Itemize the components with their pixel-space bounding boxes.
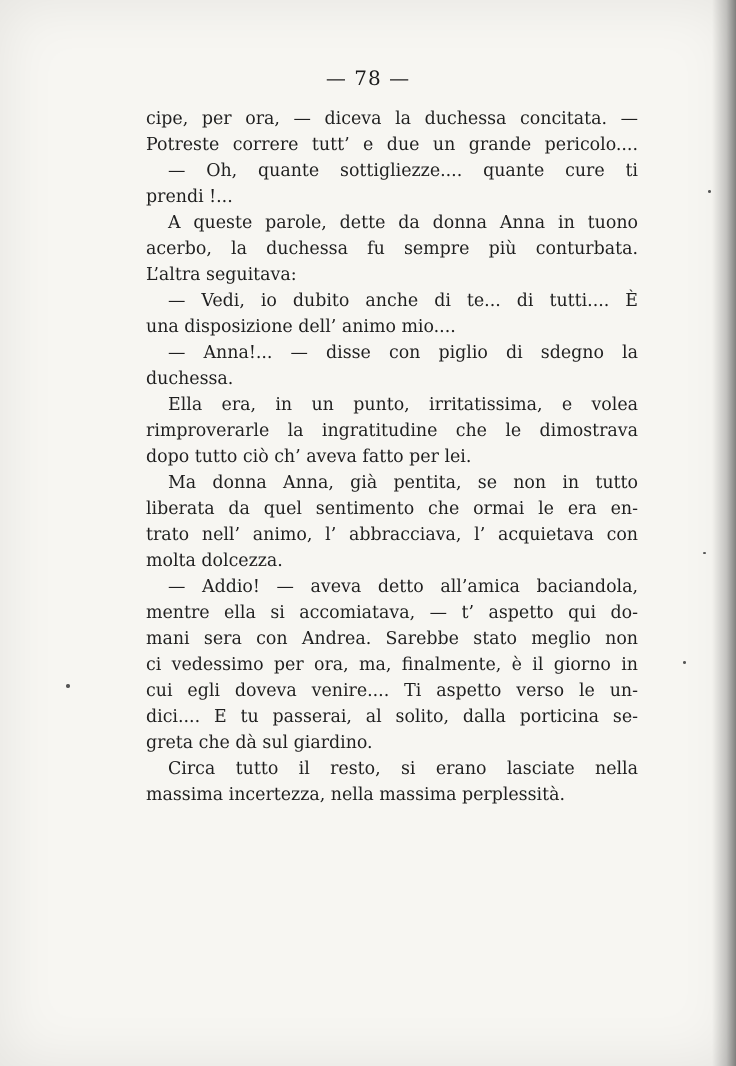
text-line: dopo tutto ciò ch’ aveva fatto per lei. bbox=[146, 447, 472, 467]
text-line: Ma donna Anna, già pentita, se non in tutto bbox=[168, 473, 638, 493]
text-line: — Vedi, io dubito anche di te... di tutti.... È bbox=[168, 291, 638, 311]
text-line: ci vedessimo per ora, ma, finalmente, è il giorno in bbox=[146, 655, 638, 675]
text-line: massima incertezza, nella massima perplessità. bbox=[146, 785, 565, 805]
text-line: prendi !... bbox=[146, 187, 233, 207]
text-line: liberata da quel sentimento che ormai le era en- bbox=[146, 499, 638, 519]
text-line: L’altra seguitava: bbox=[146, 265, 297, 285]
text-line: — Oh, quante sottigliezze.... quante cure ti bbox=[168, 161, 638, 181]
text-line: mani sera con Andrea. Sarebbe stato meglio non bbox=[146, 629, 638, 649]
text-line: Ella era, in un punto, irritatissima, e volea bbox=[168, 395, 638, 415]
page-number: — 78 — bbox=[325, 66, 411, 90]
text-line: Circa tutto il resto, si erano lasciate nella bbox=[168, 759, 638, 779]
text-line: mentre ella si accomiatava, — t’ aspetto qui do- bbox=[146, 603, 638, 623]
text-line: — Anna!... — disse con piglio di sdegno la bbox=[168, 343, 638, 363]
page-edge-shadow bbox=[712, 0, 736, 1066]
text-line: molta dolcezza. bbox=[146, 551, 283, 571]
text-line: duchessa. bbox=[146, 369, 234, 389]
body-text bbox=[146, 106, 638, 808]
scan-speck bbox=[683, 661, 686, 664]
text-line: trato nell’ animo, l’ abbracciava, l’ acquietava con bbox=[146, 525, 638, 545]
scan-speck bbox=[703, 552, 706, 554]
text-line: una disposizione dell’ animo mio.... bbox=[146, 317, 456, 337]
text-line: greta che dà sul giardino. bbox=[146, 733, 373, 753]
text-line: dici.... E tu passerai, al solito, dalla porticina se- bbox=[146, 707, 638, 727]
text-line: A queste parole, dette da donna Anna in tuono bbox=[168, 213, 638, 233]
scan-speck bbox=[66, 684, 70, 688]
text-line: Potreste correre tutt’ e due un grande pericolo.... bbox=[146, 135, 638, 155]
text-line: cipe, per ora, — diceva la duchessa concitata. — bbox=[146, 109, 638, 129]
text-line: cui egli doveva venire.... Ti aspetto verso le un- bbox=[146, 681, 638, 701]
scan-speck bbox=[708, 190, 711, 193]
text-line: — Addio! — aveva detto all’amica baciandola, bbox=[168, 577, 638, 597]
text-line: acerbo, la duchessa fu sempre più conturbata. bbox=[146, 239, 638, 259]
text-line: rimproverarle la ingratitudine che le dimostrava bbox=[146, 421, 638, 441]
